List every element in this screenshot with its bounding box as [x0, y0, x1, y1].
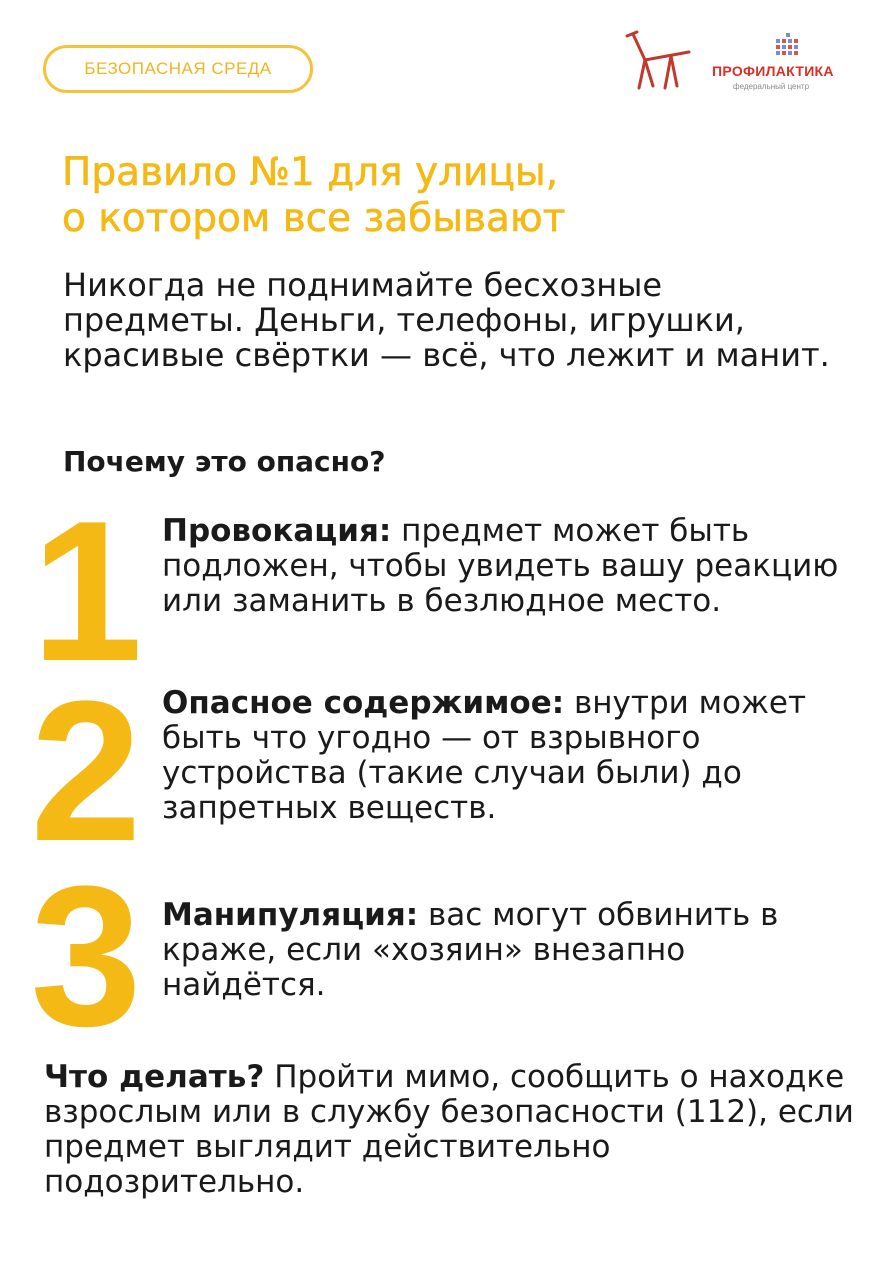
why-heading: Почему это опасно?: [63, 445, 386, 478]
title-line-2: о котором все забывают: [62, 196, 566, 241]
reason-1-title: Провокация:: [162, 513, 392, 549]
intro-paragraph: Никогда не поднимайте бесхозные предметы. Деньги, телефоны, игрушки, красивые свёртки — всё, что лежит и манит.: [63, 266, 830, 374]
reason-2-title: Опасное содержимое:: [162, 685, 565, 721]
logo-name: ПРОФИЛАКТИКА: [712, 63, 834, 79]
what-to-do-label: Что делать?: [44, 1059, 265, 1095]
what-to-do-text: Пройти мимо, сообщить о находке взрослым или в службу безопасности (112), если предмет выглядит действительно подозрительно.: [44, 1059, 854, 1200]
what-to-do: [44, 1060, 854, 1200]
reason-3-text: вас могут обвинить в краже, если «хозяин» внезапно найдётся.: [162, 897, 779, 1003]
logo-subtitle: федеральный центр: [733, 82, 810, 91]
reason-3: [162, 898, 852, 1003]
number-1: 1: [31, 480, 143, 703]
title-line-1: Правило №1 для улицы,: [62, 150, 559, 195]
grid-icon: [776, 33, 802, 59]
reason-2: [162, 686, 852, 826]
reason-3-title: Манипуляция:: [162, 897, 419, 933]
chair-icon: [625, 30, 693, 92]
number-2: 2: [30, 660, 142, 883]
reason-1: [162, 514, 852, 619]
reason-2-text: внутри может быть что угодно — от взрывного устройства (такие случаи были) до запретных веществ.: [162, 685, 807, 826]
number-3: 3: [30, 845, 142, 1068]
page-title: [62, 150, 842, 242]
reason-1-text: предмет может быть подложен, чтобы увидеть вашу реакцию или заманить в безлюдное место.: [162, 513, 839, 619]
section-badge: БЕЗОПАСНАЯ СРЕДА: [43, 45, 313, 93]
